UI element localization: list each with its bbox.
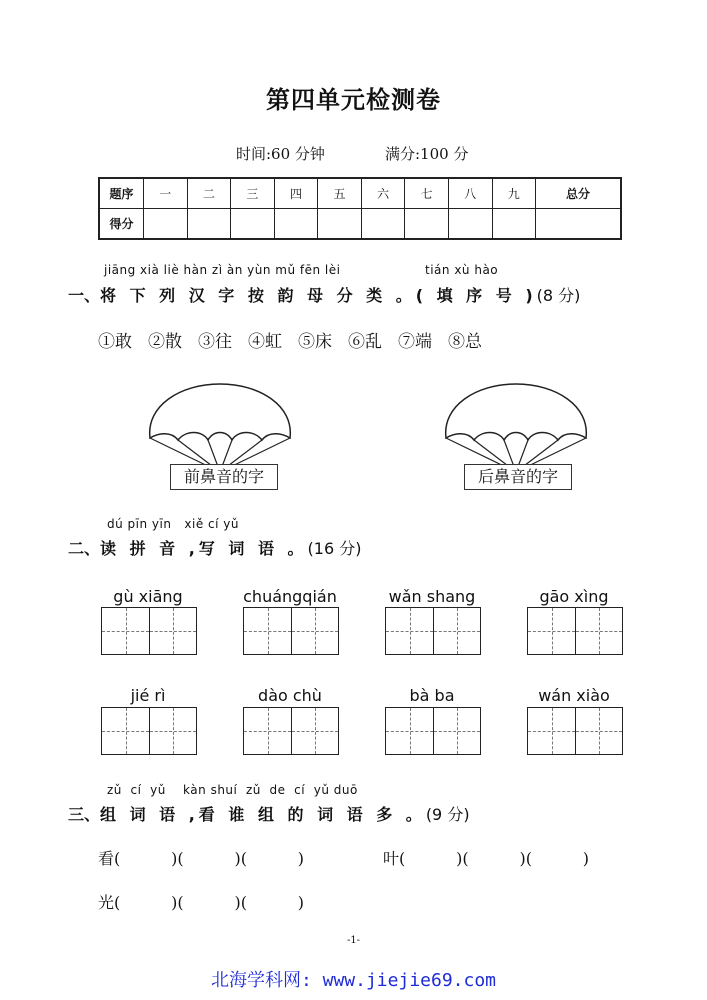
pinyin-word: chuángqián [243,587,337,606]
option-item: ⑧总 [448,332,482,352]
score-input-cell[interactable] [361,209,405,240]
label-back-nasal: 后鼻音的字 [464,464,572,490]
score-table-cell: 六 [361,178,405,209]
score-input-cell[interactable] [144,209,188,240]
score-table-cell: 九 [492,178,536,209]
exam-time: 时间:60 分钟 [236,145,325,163]
writing-grid[interactable] [385,707,481,755]
option-item: ①敢 [98,332,132,352]
fill-blank-line[interactable]: 叶( )( )( ) [383,849,590,868]
page-number: -1- [346,935,361,946]
footer-watermark: 北海学科网: www.jiejie69.com [210,970,497,991]
writing-grid[interactable] [101,607,197,655]
label-front-nasal: 前鼻音的字 [170,464,278,490]
score-table-cell: 一 [144,178,188,209]
q1-text: 将 下 列 汉 字 按 韵 母 分 类 。( 填 序 号 ) [100,286,537,305]
option-item: ④虹 [248,332,282,352]
score-input-cell[interactable] [318,209,362,240]
pinyin-word: bà ba [409,686,455,705]
score-table-cell: 五 [318,178,362,209]
q3-text: 组 词 语 ,看 谁 组 的 词 语 多 。 [100,805,426,824]
writing-grid[interactable] [243,707,339,755]
pinyin-word: wán xiào [538,686,610,705]
score-table-cell: 四 [274,178,318,209]
q1-number: 一、 [68,286,101,305]
q3-score: (9 分) [425,805,470,824]
q3-number: 三、 [68,805,101,824]
q3-heading [68,802,470,825]
score-input-cell[interactable] [187,209,231,240]
q1-pinyin: jiāng xià liè hàn zì àn yùn mǔ fēn lèi [104,263,341,277]
page-title: 第四单元检测卷 [266,85,441,114]
q2-pinyin: dú pīn yīn xiě cí yǔ [107,517,239,531]
writing-grid[interactable] [527,707,623,755]
score-table-cell: 总分 [536,178,621,209]
score-input-cell[interactable] [536,209,621,240]
pinyin-word: gāo xìng [539,587,609,606]
score-table-cell: 七 [405,178,449,209]
full-score: 满分:100 分 [385,145,469,163]
score-input-cell[interactable] [274,209,318,240]
score-table-row-label: 得分 [99,209,144,240]
q3-pinyin: zǔ cí yǔ kàn shuí zǔ de cí yǔ duō [107,783,358,797]
option-item: ⑥乱 [348,332,382,352]
score-input-cell[interactable] [492,209,536,240]
score-table-cell: 八 [448,178,492,209]
pinyin-word: wǎn shang [388,587,476,606]
writing-grid[interactable] [385,607,481,655]
pinyin-word: dào chù [258,686,322,705]
q2-score: (16 分) [307,539,362,558]
score-input-cell[interactable] [405,209,449,240]
q1-score: (8 分) [536,286,581,305]
writing-grid[interactable] [527,607,623,655]
writing-grid[interactable] [101,707,197,755]
parachute-icon [436,378,596,474]
score-table-cell: 三 [231,178,275,209]
q2-number: 二、 [68,539,101,558]
fill-blank-line[interactable]: 光( )( )( ) [98,893,305,912]
score-table-cell: 二 [187,178,231,209]
writing-grid[interactable] [243,607,339,655]
parachute-icon [140,378,300,474]
q1-heading [68,283,580,306]
option-item: ②散 [148,332,182,352]
score-table [98,177,622,240]
option-item: ⑦端 [398,332,432,352]
option-item: ③往 [198,332,232,352]
fill-blank-line[interactable]: 看( )( )( ) [98,849,305,868]
q2-text: 读 拼 音 ,写 词 语 。 [100,539,308,558]
score-table-header-row [99,178,621,209]
q1-options [98,327,498,352]
pinyin-word: jié rì [130,686,166,705]
q2-heading [68,536,361,559]
score-input-cell[interactable] [448,209,492,240]
score-table-score-row [99,209,621,240]
score-table-cell: 题序 [99,178,144,209]
pinyin-word: gù xiāng [113,587,183,606]
score-input-cell[interactable] [231,209,275,240]
q1-pinyin-tail: tián xù hào [425,263,499,277]
option-item: ⑤床 [298,332,332,352]
